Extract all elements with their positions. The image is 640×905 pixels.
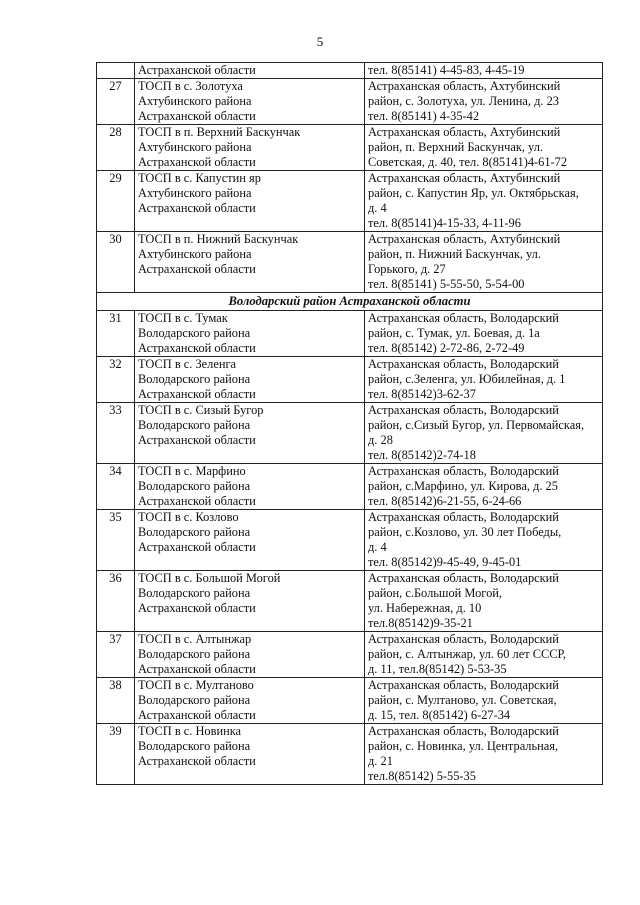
office-address-line: д. 28 xyxy=(368,433,393,447)
table-row xyxy=(97,357,603,403)
office-address-line: Астраханская область, Володарский xyxy=(368,510,559,524)
office-address-line: тел.8(85142) 5-55-35 xyxy=(368,769,476,783)
office-name-cell xyxy=(135,171,365,232)
office-name-line: Астраханской области xyxy=(138,708,256,722)
office-address-cell xyxy=(365,571,603,632)
office-name-line: Астраханской области xyxy=(138,262,256,276)
office-address-line: тел. 8(85141) 4-35-42 xyxy=(368,109,480,123)
page-number: 5 xyxy=(316,34,324,49)
office-address-line: район, с.Большой Могой, xyxy=(368,586,502,600)
office-address-line: д. 15, тел. 8(85142) 6-27-34 xyxy=(368,708,511,722)
office-address-line: Советская, д. 40, тел. 8(85141)4-61-72 xyxy=(368,155,568,169)
office-name-cell xyxy=(135,403,365,464)
office-name-line: Астраханской области xyxy=(138,601,256,615)
office-name-line: Астраханской области xyxy=(138,341,256,355)
office-name-line: ТОСП в с. Алтынжар xyxy=(138,632,252,646)
office-name-line: ТОСП в с. Новинка xyxy=(138,724,242,738)
office-address-line: район, с. Новинка, ул. Центральная, xyxy=(368,739,559,753)
office-name-line: ТОСП в с. Марфино xyxy=(138,464,246,478)
office-address-cell xyxy=(365,403,603,464)
office-name-line: ТОСП в п. Нижний Баскунчак xyxy=(138,232,299,246)
office-address-line: район, п. Верхний Баскунчак, ул. xyxy=(368,140,543,154)
office-address-line: район, с. Мултаново, ул. Советская, xyxy=(368,693,557,707)
office-address-line: Астраханская область, Ахтубинский xyxy=(368,171,561,185)
office-address-line: район, с. Золотуха, ул. Ленина, д. 23 xyxy=(368,94,559,108)
office-address-line: тел. 8(85142)9-45-49, 9-45-01 xyxy=(368,555,522,569)
table-row xyxy=(97,403,603,464)
office-name-line: Володарского района xyxy=(138,372,251,386)
office-address-cell xyxy=(365,311,603,357)
office-name-line: Володарского района xyxy=(138,525,251,539)
row-number: 36 xyxy=(97,571,135,632)
office-name-line: Ахтубинского района xyxy=(138,140,252,154)
office-name-line: ТОСП в с. Тумак xyxy=(138,311,228,325)
office-address-line: район, с.Козлово, ул. 30 лет Победы, xyxy=(368,525,562,539)
office-address-line: район, с.Марфино, ул. Кирова, д. 25 xyxy=(368,479,558,493)
office-address-line: д. 4 xyxy=(368,201,387,215)
office-address-line: Астраханская область, Володарский xyxy=(368,678,559,692)
row-number: 29 xyxy=(97,171,135,232)
row-number: 31 xyxy=(97,311,135,357)
office-address-line: тел. 8(85141) 5-55-50, 5-54-00 xyxy=(368,277,525,291)
row-number xyxy=(97,63,135,79)
table-row xyxy=(97,311,603,357)
office-name-line: ТОСП в с. Мултаново xyxy=(138,678,254,692)
office-name-line: Астраханской области xyxy=(138,494,256,508)
office-name-line: Астраханской области xyxy=(138,662,256,676)
office-address-line: тел. 8(85142) 2-72-86, 2-72-49 xyxy=(368,341,525,355)
row-number: 35 xyxy=(97,510,135,571)
office-name-line: Володарского района xyxy=(138,693,251,707)
office-name-line: ТОСП в с. Большой Могой xyxy=(138,571,281,585)
office-address-line: тел. 8(85142)3-62-37 xyxy=(368,387,476,401)
office-name-line: Астраханской области xyxy=(138,387,256,401)
office-address-cell xyxy=(365,510,603,571)
office-address-line: д. 4 xyxy=(368,540,387,554)
office-name-cell xyxy=(135,79,365,125)
office-address-line: д. 21 xyxy=(368,754,393,768)
office-name-cell xyxy=(135,678,365,724)
office-name-line: Володарского района xyxy=(138,418,251,432)
office-address-cell xyxy=(365,171,603,232)
row-number: 37 xyxy=(97,632,135,678)
office-address-line: тел. 8(85141)4-15-33, 4-11-96 xyxy=(368,216,521,230)
office-address-cell xyxy=(365,79,603,125)
office-address-cell xyxy=(365,632,603,678)
office-address-line: район, п. Нижний Баскунчак, ул. xyxy=(368,247,541,261)
office-name-line: ТОСП в п. Верхний Баскунчак xyxy=(138,125,301,139)
table-row xyxy=(97,510,603,571)
office-name-cell xyxy=(135,311,365,357)
office-address-cell xyxy=(365,464,603,510)
office-address-line: тел. 8(85142)2-74-18 xyxy=(368,448,476,462)
office-name-cell xyxy=(135,571,365,632)
office-name-line: Астраханской области xyxy=(138,109,256,123)
section-heading: Володарский район Астраханской области xyxy=(97,293,603,311)
row-number: 39 xyxy=(97,724,135,785)
office-address-line: район, с. Тумак, ул. Боевая, д. 1а xyxy=(368,326,540,340)
office-address-line: Астраханская область, Володарский xyxy=(368,403,559,417)
office-address-cell xyxy=(365,232,603,293)
table-row xyxy=(97,678,603,724)
table-row xyxy=(97,125,603,171)
office-address-cell xyxy=(365,357,603,403)
office-address-line: тел. 8(85141) 4-45-83, 4-45-19 xyxy=(368,63,525,77)
office-address-line: д. 11, тел.8(85142) 5-53-35 xyxy=(368,662,507,676)
section-heading-row xyxy=(97,293,603,311)
office-address-line: Астраханская область, Володарский xyxy=(368,571,559,585)
table-body-ahtubinsky xyxy=(97,63,603,293)
office-name-cell xyxy=(135,357,365,403)
office-name-line: Володарского района xyxy=(138,739,251,753)
office-name-line: Ахтубинского района xyxy=(138,186,252,200)
office-address-line: Астраханская область, Ахтубинский xyxy=(368,79,561,93)
office-name-line: ТОСП в с. Сизый Бугор xyxy=(138,403,264,417)
office-address-line: Астраханская область, Володарский xyxy=(368,311,559,325)
office-name-line: ТОСП в с. Зеленга xyxy=(138,357,237,371)
table-row xyxy=(97,63,603,79)
office-name-cell xyxy=(135,464,365,510)
table-row xyxy=(97,571,603,632)
row-number: 32 xyxy=(97,357,135,403)
table-row xyxy=(97,724,603,785)
office-name-cell xyxy=(135,632,365,678)
office-address-cell xyxy=(365,63,603,79)
office-name-line: ТОСП в с. Золотуха xyxy=(138,79,243,93)
row-number: 33 xyxy=(97,403,135,464)
office-address-line: Астраханская область, Володарский xyxy=(368,464,559,478)
row-number: 34 xyxy=(97,464,135,510)
office-name-line: ТОСП в с. Козлово xyxy=(138,510,239,524)
office-name-cell xyxy=(135,724,365,785)
row-number: 30 xyxy=(97,232,135,293)
office-address-line: район, с.Зеленга, ул. Юбилейная, д. 1 xyxy=(368,372,566,386)
office-name-line: Володарского района xyxy=(138,479,251,493)
office-name-line: Астраханской области xyxy=(138,754,256,768)
office-address-line: тел. 8(85142)6-21-55, 6-24-66 xyxy=(368,494,522,508)
office-name-cell xyxy=(135,510,365,571)
office-address-line: Астраханская область, Ахтубинский xyxy=(368,232,561,246)
office-address-line: Астраханская область, Володарский xyxy=(368,357,559,371)
office-address-line: район, с.Сизый Бугор, ул. Первомайская, xyxy=(368,418,585,432)
office-name-line: Астраханской области xyxy=(138,201,256,215)
table-row xyxy=(97,232,603,293)
office-name-cell xyxy=(135,125,365,171)
table-section xyxy=(97,293,603,311)
office-address-line: Астраханская область, Володарский xyxy=(368,632,559,646)
table-row xyxy=(97,171,603,232)
office-name-line: Астраханской области xyxy=(138,540,256,554)
office-name-cell xyxy=(135,63,365,79)
office-address-line: тел.8(85142)9-35-21 xyxy=(368,616,473,630)
office-address-line: район, с. Капустин Яр, ул. Октябрьская, xyxy=(368,186,579,200)
office-name-line: Ахтубинского района xyxy=(138,94,252,108)
table-body-volodarsky xyxy=(97,311,603,785)
office-name-line: Астраханской области xyxy=(138,63,256,77)
row-number: 38 xyxy=(97,678,135,724)
office-address-line: Астраханская область, Ахтубинский xyxy=(368,125,561,139)
office-address-cell xyxy=(365,724,603,785)
office-address-cell xyxy=(365,678,603,724)
office-address-line: Астраханская область, Володарский xyxy=(368,724,559,738)
office-name-line: ТОСП в с. Капустин яр xyxy=(138,171,261,185)
office-address-line: ул. Набережная, д. 10 xyxy=(368,601,482,615)
table-row xyxy=(97,79,603,125)
office-name-cell xyxy=(135,232,365,293)
office-directory-table xyxy=(96,62,603,785)
table-row xyxy=(97,632,603,678)
office-name-line: Астраханской области xyxy=(138,155,256,169)
office-address-cell xyxy=(365,125,603,171)
office-name-line: Володарского района xyxy=(138,586,251,600)
office-name-line: Астраханской области xyxy=(138,433,256,447)
office-address-line: район, с. Алтынжар, ул. 60 лет СССР, xyxy=(368,647,566,661)
office-name-line: Володарского района xyxy=(138,326,251,340)
table-row xyxy=(97,464,603,510)
office-address-line: Горького, д. 27 xyxy=(368,262,446,276)
office-name-line: Ахтубинского района xyxy=(138,247,252,261)
row-number: 27 xyxy=(97,79,135,125)
row-number: 28 xyxy=(97,125,135,171)
office-name-line: Володарского района xyxy=(138,647,251,661)
